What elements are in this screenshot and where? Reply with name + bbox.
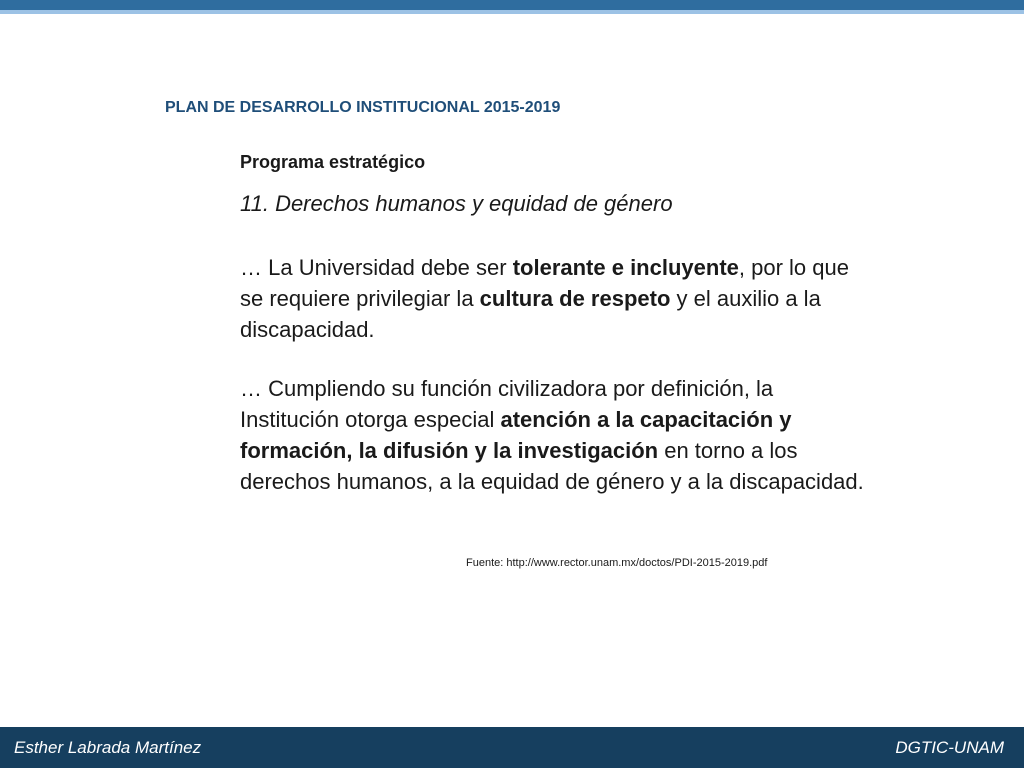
paragraph-2-emphasis: atención a la capacitación y formación, la difusión y la investigación <box>240 407 792 463</box>
paragraph-1-text: , por lo que se requiere privilegiar la <box>240 255 849 311</box>
program-name: 11. Derechos humanos y equidad de género <box>240 191 673 216</box>
footer-organization: DGTIC-UNAM <box>895 738 1004 757</box>
paragraph-2-text: en torno a los derechos humanos, a la equidad de género y a la discapacidad. <box>240 438 864 494</box>
footer-bar <box>0 727 1024 768</box>
paragraph-1-text: … La Universidad debe ser <box>240 255 513 280</box>
program-label: Programa estratégico <box>240 152 426 172</box>
paragraph-2-text: … Cumpliendo su función civilizadora por definición, la Institución otorga especial <box>240 376 774 432</box>
paragraph-1-emphasis: cultura de respeto <box>479 286 671 311</box>
paragraph-1 <box>240 252 865 345</box>
paragraph-1-emphasis: tolerante e incluyente <box>512 255 739 280</box>
paragraph-1-text: y el auxilio a la discapacidad. <box>240 286 821 342</box>
footer-author: Esther Labrada Martínez <box>14 738 202 757</box>
top-accent-line <box>0 10 1024 14</box>
paragraph-2 <box>240 373 865 497</box>
source-citation: Fuente: http://www.rector.unam.mx/doctos/PDI-2015-2019.pdf <box>466 557 768 569</box>
page-title: PLAN DE DESARROLLO INSTITUCIONAL 2015-2019 <box>165 99 561 116</box>
top-accent-bar <box>0 0 1024 10</box>
